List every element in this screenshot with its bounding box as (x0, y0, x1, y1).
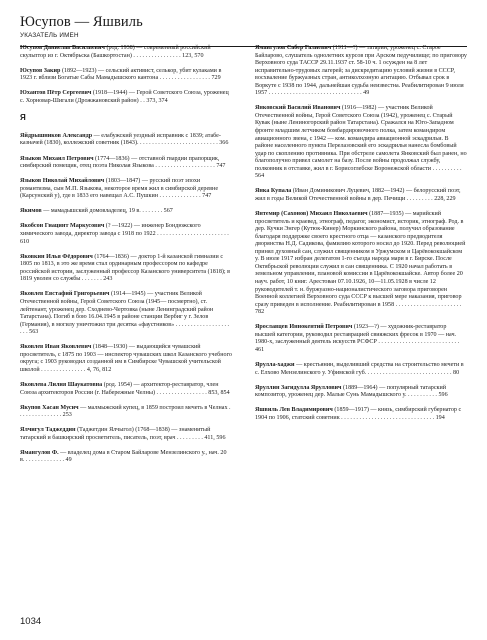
entry-name: Якупов Хасан Мусич (20, 404, 79, 411)
index-entry (20, 450, 232, 465)
index-entry (20, 291, 232, 336)
running-title: Юсупов — Яшвиль (20, 14, 143, 30)
entry-text: (1914—1945) — участник Великой Отечественной войны, Герой Советского Союза (1945— посмертно), ст. лейтенант, уроженец дер. Сходнево-Чертовка (ныне Ленинградский район Татарстана). Погиб в бою 16.04.1945 в районе станции Вербиг у г. Зелов (Германия), в могилу уничтожил три десятка «фаустников» . . . . . . . . . . . . . . . . . . . . . 563 (20, 291, 230, 336)
index-entry (20, 223, 232, 246)
entry-text: (1774—1836) — отставной гвардии прапорщик, симбирский помещик, отец поэта Николая Языкова . . . . . . . . . . . . . . . . . . . . 747 (20, 155, 226, 170)
entry-text: (род. 1954) — архитектор-реставратор, член Союза архитекторов России (г. Набережные Челны) . . . . . . . . . . . . . . . . . 853, 854 (20, 381, 230, 396)
index-entry (255, 324, 467, 354)
entry-text: (род. 1938) — современный российский скульптор из г. Октябрьска (Башкортостан) . . . . . . . . . . . . . . . . 123, 570 (20, 45, 211, 59)
entry-name: Ямангулов Сабер Галиевич (255, 45, 332, 51)
index-entry (20, 156, 232, 171)
entry-text: (1918—1944) — Герой Советского Союза, уроженец с. Хорновар-Шигали (Дрожжановский район) . . 373, 374 (20, 90, 229, 104)
index-entry (20, 133, 232, 148)
entry-name: Якобсон Гиацинт Маркусович (20, 223, 105, 230)
entry-name: Яйдрышников Александр (20, 132, 93, 139)
entry-text: (1887—1935) — марийский просветитель и краевед, этнограф, педагог, экономист, историк, этнограф. Род. в дер. Кучки Энгер (Кутюк-Кинер) Моркинского района, получил образование благодаря поддержке своего крестного отца — казанского предводителя дворянства Н.Д. Садикова, фамилию которого носил до 1920. Перед революцией принял духовный сан, служил священником в Уржумском и Царёвококшайском у. В июле 1917 избран делегатом 1-го съезда народа мари в г. Бирске. После Октябрьской революции служил в сан священника. С 1920 начал работать в земельном управлении, плановой комиссии в Царёвококшайске. Автор более 20 науч. работ, 10 книг. Арестован 07.10.1926, 10—11.05.1928 в числе 12 руководителей т. н. буржуазно-националистического заговора приговорен Военной коллегией Верховного суда СССР к высшей мере наказания, приговор сразу приведен в исполнение. Реабилитирован в 1958 . . . . . . . . . . . . . . . . . . . . . . 782 (255, 211, 466, 316)
entry-text: (Таджетдин Ялчыгол) (1768—1838) — знаменитый татарский и башкирский просветитель, писатель, поэт, врач . . . . . . . . . 411, 596 (20, 427, 226, 441)
page-number: 1034 (20, 616, 42, 627)
index-entry (20, 382, 232, 397)
entry-name: Яруллин Загидулла Яруллович (255, 384, 342, 391)
entry-text: (1859—1917) — князь, симбирский губернатор с 1904 по 1906, статский советник . . . . . . . . . . . . . . . . . . . . . . . . . . . . . . . 194 (255, 407, 462, 421)
index-entry (255, 385, 467, 400)
section-letter: Я (20, 112, 26, 122)
entry-name: Яковлев Евстафий Григорьевич (20, 291, 110, 298)
entries-after-letter (20, 133, 232, 465)
entry-name: Ялчигул Таджеддин (20, 427, 76, 434)
entry-name: Яковкин Илья Фёдорович (20, 253, 93, 260)
entry-text: (1889—1964) — популярный татарский композитор, уроженец дер. Малые Сунь Мамадышского у. . . . . . . . . . . 596 (255, 384, 448, 399)
running-subtitle: УКАЗАТЕЛЬ ИМЕН (20, 32, 79, 39)
entry-name: Языков Михаил Петрович (20, 155, 94, 162)
index-entry (255, 407, 467, 422)
index-entry (20, 45, 232, 60)
entry-name: Якимов (20, 208, 42, 215)
entry-text: — малмыжский купец, в 1859 построил мечеть в Челнах . . . . . . . . . . . . . . . 253 (20, 404, 231, 419)
entry-text: (1848—1930) — выдающийся чувашский просветитель, с 1875 по 1903 — инспектор чувашских школ Казанского учебного округа; с 1903 руководил созданной им в Симбирске Чувашской учительской школой . . . . . . . . . . . . . . . 4, 76, 812 (20, 344, 232, 373)
entry-name: Ямангулов Ф. (20, 449, 59, 456)
index-entry (20, 254, 232, 284)
index-entry (255, 362, 467, 377)
entry-text: (1892—1923) — сельский активист, селькор, убит кулаками в 1923 г. вблизи Богатые Сабы Мамадышского кантона . . . . . . . . . . . . . . . . . 729 (20, 67, 222, 82)
entry-name: Яковлева Лилия Шаукатовна (20, 381, 103, 388)
index-entry (255, 211, 467, 317)
entry-text: — владелец дома в Старом Байларове Мензелинского у., нач. 20 в. . . . . . . . . . . . . . 49 (20, 449, 227, 464)
left-column (20, 45, 232, 473)
right-entries (255, 45, 467, 422)
running-header (20, 14, 467, 39)
index-entry (255, 188, 467, 203)
entry-text: — елабужский уездный исправник с 1839; атабе-казначей (1830), коллежский советник (1843). . . . . . . . . . . . . . . . . . . . . . . . . . . 366 (20, 132, 229, 147)
entry-text: (Иван Доминикович Луцевич, 1882—1942) — белорусский поэт, жил в годы Великой Отечественной войны в дер. Печищи . . . . . . . . . 228, 229 (255, 188, 461, 202)
index-entry (20, 344, 232, 374)
entry-name: Яковлев Иван Яковлевич (20, 344, 92, 351)
entry-name: Янтемир (Сахонов) Михаил Николаевич (255, 211, 368, 218)
index-entry (20, 68, 232, 83)
index-entry (20, 208, 232, 216)
right-column (255, 45, 467, 430)
entry-name: Янковский Василий Иванович (255, 105, 341, 112)
entry-text: (? —1922) — инженер Бондюжского химического завода, директор завода с 1918 по 1922 . . . . . . . . . . . . . . . . . . . . . . . . 610 (20, 223, 229, 245)
index-entry (20, 178, 232, 201)
entry-name: Ярославцев Иннокентий Петрович (255, 324, 353, 331)
index-entry (20, 427, 232, 442)
entry-name: Юхантов Пётр Сергеевич (20, 90, 92, 97)
index-entry (255, 45, 467, 98)
entry-name: Яшвиль Лев Владимирович (255, 407, 333, 414)
entry-text: (1803—1847) — русский поэт эпохи романтизма, сын М.П. Языкова, некоторое время жил в симбирской деревне (Карсунский у), где в 1833 его навещал А.С. Пушкин . . . . . . . . . . . . . . 747 (20, 178, 219, 200)
entry-text: (1911—?) — татарин, уроженец с. Старое Байларово, слушатель однолетних курсов при Арском педучилище; по приговору Верховного суда ТАССР 29.11.1937 ст. 58-10 ч. 1 осужден на 8 лет исправительно-трудовых лагерей; за дискредитацию условий жизни в СССР, восхваление буржуазных стран, антиколхозную агитацию. Отбывал срок в Воркуте с 1938 по 1944, дальнейшая судьба неизвестна. Реабилитирован 9 июля 1957 . . . . . . . . . . . . . . . . . . . . . . . . . . . . . . . 49 (255, 45, 467, 97)
entry-text: — крестьянин, выделивший средства на строительство мечети в с. Елхово Мензелинского у. Уфимской губ. . . . . . . . . . . . . . . . . . . . . . . . . . . . . 80 (255, 361, 464, 376)
index-entry (255, 105, 467, 180)
entry-text: (1916—1982) — участник Великой Отечественной войны, Герой Советского Союза (1942), уроженец с. Старый Кувак (ныне Лениногорский район Татарстана). Сражался на Юго-Западном фронте младшим летчиком бомбардировочного полка, затем командиром авиационного звена, с 1942 — ком. командира авиационной эскадрильи. В районе населенного пункта Перелазовский его эскадрилья нанесла бомбовый удар по скоплению противника. При обстреле самолета Янковский был ранен, но благополучно привел самолет на базу. После войны продолжал службу, полковник в отставке, жил в г. Борисоглебске Воронежской области . . . . . . . . . . 564 (255, 105, 467, 180)
entry-name: Юсупов Закир (20, 67, 61, 74)
entry-text: — мамадышский домовладелец, 19 в. . . . . . . . 567 (41, 208, 173, 215)
index-entry (20, 405, 232, 420)
entry-name: Языков Николай Михайлович (20, 178, 105, 185)
entry-name: Ярулла-хаджи (255, 361, 295, 368)
entries-before-letter (20, 45, 232, 105)
entry-text: (1923—?) — художник-реставратор высшей категории, руководил реставрацией свияжских фресок в 1970 — нач. 1980-х, заслуженный деятель искусств РСФСР . . . . . . . . . . . . . . . . . . . . . . . . . . . 461 (255, 324, 460, 353)
entry-name: Юсупов Даниелав Васильевич (20, 45, 105, 51)
entry-text: (1764—1836) — доктор 1-й казанской гимназии с 1805 по 1813, в это же время стал ординарным профессором по кафедре российской истории, заслуженный профессор Казанского университета (1818); в 1819 уволен со службы . . . . . . . 243 (20, 253, 231, 283)
entry-name: Янка Купала (255, 188, 292, 195)
index-entry (20, 90, 232, 105)
